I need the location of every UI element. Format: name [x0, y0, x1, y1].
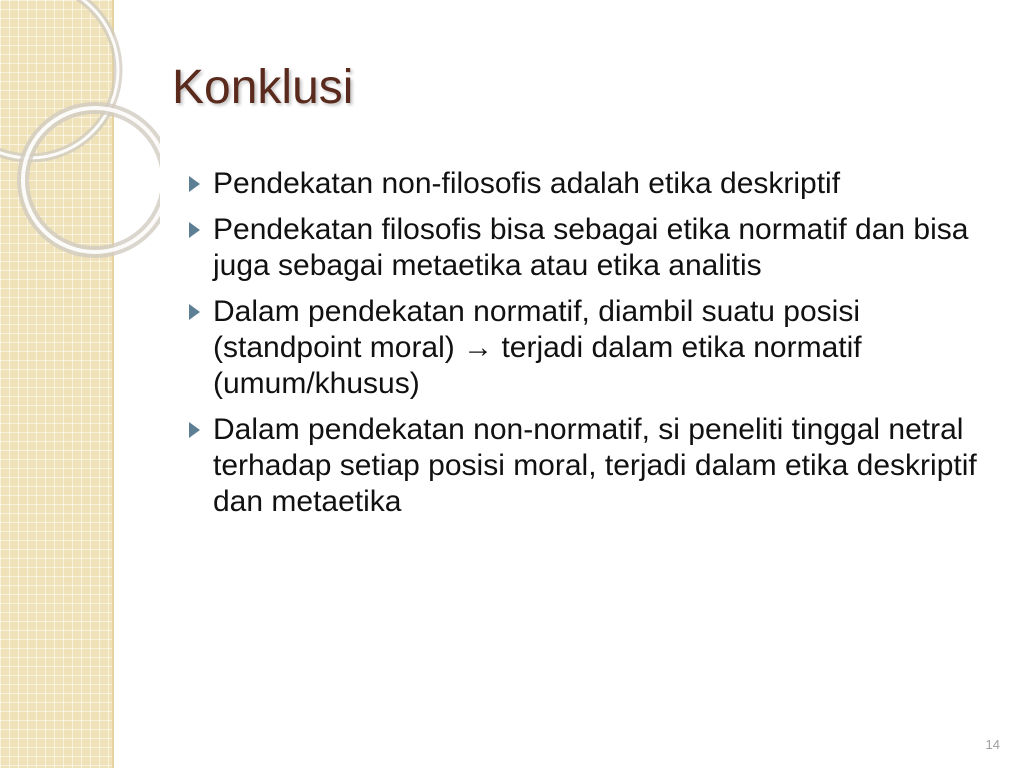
bullet-item	[185, 412, 990, 520]
triangle-right-icon	[187, 221, 201, 239]
triangle-right-icon	[187, 175, 201, 193]
triangle-right-icon	[187, 421, 201, 439]
bullet-item	[185, 166, 990, 202]
bullet-text: Pendekatan filosofis bisa sebagai etika normatif dan bisa juga sebagai metaetika atau etika analitis	[213, 213, 969, 282]
bullet-item	[185, 294, 990, 402]
bullet-item	[185, 212, 990, 284]
decorative-circles	[0, 0, 160, 300]
page-number: 14	[985, 737, 1000, 752]
slide-title: Konklusi	[172, 61, 354, 114]
triangle-right-icon	[187, 303, 201, 321]
bullet-list	[185, 166, 990, 530]
bullet-text: Dalam pendekatan normatif, diambil suatu posisi (standpoint moral) → terjadi dalam etika normatif (umum/khusus)	[213, 295, 862, 400]
bullet-text: Pendekatan non-filosofis adalah etika deskriptif	[213, 167, 841, 200]
bullet-text: Dalam pendekatan non-normatif, si peneliti tinggal netral terhadap setiap posisi moral, terjadi dalam etika deskriptif dan metaetika	[213, 413, 977, 518]
